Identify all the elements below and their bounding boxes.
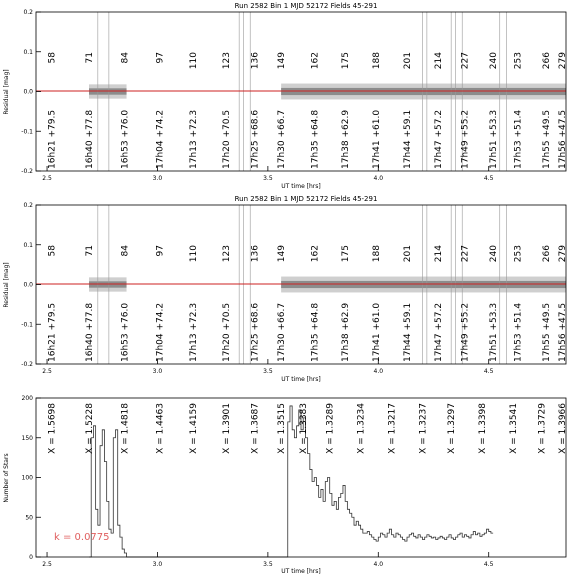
panel-1-xtick-label-4: 4.5 [483, 175, 494, 182]
panel-3-airmass-label-2: X = 1.4818 [120, 403, 131, 454]
panel-1-field-number-9: 175 [341, 52, 352, 70]
panel-1-time-label-13: 17h49 +55.2 [460, 109, 471, 169]
panel-2-time-label-16: 17h55 +49.5 [542, 302, 553, 362]
panel-3-xtick-label-4: 4.5 [483, 561, 494, 568]
panel-1-time-label-2: 16h53 +76.0 [120, 109, 131, 169]
panel-1-ytick-label-4: 0.2 [23, 9, 33, 16]
panel-2-field-number-16: 266 [542, 245, 553, 263]
panel-2-field-number-10: 188 [372, 245, 383, 263]
panel-1-field-number-17: 279 [558, 52, 568, 70]
panel-3 [3, 395, 568, 575]
panel-1-field-number-15: 253 [513, 52, 524, 70]
panel-1-field-number-7: 149 [277, 52, 288, 70]
panel-2-time-label-12: 17h47 +57.2 [433, 302, 444, 362]
panel-3-x-ticks [42, 552, 493, 568]
panel-2-field-number-17: 279 [558, 245, 568, 263]
panel-3-xtick-label-3: 4.0 [373, 561, 384, 568]
panel-2-field-number-2: 84 [120, 245, 131, 257]
panel-2-field-number-11: 201 [403, 245, 413, 263]
panel-1-time-label-5: 17h20 +70.5 [221, 109, 232, 169]
panel-1-field-number-14: 240 [489, 52, 500, 70]
panel-1-field-number-12: 214 [433, 52, 444, 70]
panel-2-time-label-11: 17h44 +59.1 [403, 302, 413, 362]
panel-1-field-number-16: 266 [542, 52, 553, 70]
panel-2-title: Run 2582 Bin 1 MJD 52172 Fields 45-291 [234, 195, 378, 203]
panel-2-ytick-label-0: -0.2 [21, 361, 33, 368]
panel-3-ytick-label-1: 50 [25, 514, 33, 522]
panel-1-title: Run 2582 Bin 1 MJD 52172 Fields 45-291 [234, 2, 378, 10]
panel-1-field-number-8: 162 [310, 52, 321, 70]
panel-1-time-label-1: 16h40 +77.8 [85, 109, 95, 169]
panel-1-time-label-9: 17h38 +62.9 [341, 109, 352, 169]
panel-2-time-label-17: 17h56 +47.5 [558, 302, 568, 362]
panel-1-xtick-label-0: 2.5 [42, 175, 52, 182]
panel-3-airmass-label-1: X = 1.5228 [85, 403, 95, 454]
panel-1-time-label-12: 17h47 +57.2 [433, 109, 444, 169]
panel-2-field-number-1: 71 [85, 245, 95, 257]
panel-2-time-label-5: 17h20 +70.5 [221, 302, 232, 362]
panel-2-field-number-7: 149 [277, 245, 288, 263]
panel-2-field-number-15: 253 [513, 245, 524, 263]
panel-1-y-ticks [21, 9, 41, 175]
panel-3-airmass-label-17: X = 1.3966 [558, 403, 568, 454]
panel-2-time-label-15: 17h53 +51.4 [513, 302, 524, 362]
panel-1-field-number-0: 58 [47, 52, 58, 64]
panel-1-field-number-6: 136 [250, 52, 261, 70]
panel-2-xtick-label-2: 3.5 [263, 368, 273, 375]
panel-1-time-label-3: 17h04 +74.2 [155, 109, 166, 169]
panel-2-xtick-label-1: 3.0 [152, 368, 163, 375]
panel-2-xtick-label-0: 2.5 [42, 368, 52, 375]
panel-3-airmass-label-15: X = 1.3541 [509, 403, 519, 454]
panel-3-airmass-label-11: X = 1.3217 [387, 403, 398, 454]
panel-1 [3, 2, 568, 190]
panel-2-field-number-9: 175 [341, 245, 352, 263]
panel-3-airmass-label-13: X = 1.3297 [447, 403, 458, 454]
panel-1-time-label-4: 17h13 +72.3 [188, 109, 199, 169]
panel-3-ytick-label-4: 200 [21, 395, 33, 402]
panel-1-ylabel: Residual [mag] [3, 69, 10, 115]
panel-2-field-number-8: 162 [310, 245, 321, 263]
panel-3-histogram [89, 406, 493, 557]
panel-2-time-label-2: 16h53 +76.0 [120, 302, 131, 362]
panel-3-y-ticks [22, 395, 41, 561]
panel-1-field-number-13: 227 [460, 52, 471, 70]
panel-1-time-label-11: 17h44 +59.1 [403, 109, 413, 169]
panel-1-ytick-label-0: -0.2 [21, 168, 33, 175]
panel-2-ytick-label-1: -0.1 [21, 321, 33, 329]
panel-3-airmass-label-8: X = 1.3383 [299, 403, 310, 454]
panel-2-time-label-9: 17h38 +62.9 [341, 302, 352, 362]
panel-3-airmass-label-3: X = 1.4463 [155, 403, 166, 454]
panel-2-ytick-label-4: 0.2 [23, 202, 33, 209]
panel-1-xtick-label-2: 3.5 [263, 175, 273, 182]
panel-2-field-number-13: 227 [460, 245, 471, 263]
panel-2-x-ticks [42, 359, 493, 375]
panel-1-ytick-label-3: 0.1 [23, 48, 33, 56]
panel-1-xtick-label-3: 4.0 [373, 175, 384, 182]
panel-2-field-number-5: 123 [221, 245, 232, 263]
panel-1-field-labels [47, 52, 568, 169]
panel-3-xtick-label-0: 2.5 [42, 561, 52, 568]
panel-1-time-label-6: 17h25 +68.6 [250, 109, 261, 169]
panel-2-time-label-6: 17h25 +68.6 [250, 302, 261, 362]
panel-2-time-label-1: 16h40 +77.8 [85, 302, 95, 362]
panel-3-airmass-label-14: X = 1.3398 [478, 403, 489, 454]
panel-3-airmass-label-6: X = 1.3687 [250, 403, 261, 454]
panel-2-xtick-label-4: 4.5 [483, 368, 494, 375]
panel-3-airmass-label-4: X = 1.4159 [188, 403, 199, 454]
panel-2-ytick-label-3: 0.1 [23, 241, 33, 249]
panel-2-field-number-14: 240 [489, 245, 500, 263]
panel-1-time-label-17: 17h56 +47.5 [558, 109, 568, 169]
panel-1-time-label-14: 17h51 +53.3 [489, 109, 500, 169]
panel-3-xtick-label-1: 3.0 [152, 561, 163, 568]
panel-2-time-label-10: 17h41 +61.0 [372, 302, 383, 362]
panel-2-field-number-3: 97 [155, 245, 166, 257]
panel-3-ytick-label-0: 0 [29, 554, 33, 561]
panel-3-ylabel: Number of Stars [3, 453, 10, 503]
panel-3-airmass-label-5: X = 1.3901 [221, 403, 232, 454]
panel-3-airmass-label-10: X = 1.3234 [356, 403, 367, 454]
panel-1-time-label-10: 17h41 +61.0 [372, 109, 383, 169]
panel-2-time-label-7: 17h30 +66.7 [277, 302, 288, 362]
panel-3-xtick-label-2: 3.5 [263, 561, 273, 568]
panel-3-airmass-label-7: X = 1.3515 [277, 403, 288, 454]
panel-1-xlabel: UT time [hrs] [281, 183, 321, 190]
panel-1-time-label-8: 17h35 +64.8 [310, 109, 321, 169]
panel-2-field-labels [47, 245, 568, 362]
panel-1-xtick-label-1: 3.0 [152, 175, 163, 182]
panel-2-field-number-4: 110 [188, 245, 199, 263]
panel-2-xtick-label-3: 4.0 [373, 368, 384, 375]
panel-2-xlabel: UT time [hrs] [281, 376, 321, 383]
panel-2 [3, 195, 568, 383]
panel-3-ytick-label-2: 100 [21, 474, 33, 482]
panel-1-time-label-0: 16h21 +79.5 [47, 109, 58, 169]
panel-3-airmass-label-0: X = 1.5698 [47, 403, 58, 454]
panel-2-time-label-4: 17h13 +72.3 [188, 302, 199, 362]
panel-1-field-number-11: 201 [403, 52, 413, 70]
panel-3-ytick-label-3: 150 [21, 434, 33, 442]
panel-3-airmass-labels [47, 403, 568, 454]
panel-2-field-number-0: 58 [47, 245, 58, 257]
panel-1-field-number-10: 188 [372, 52, 383, 70]
panel-3-airmass-label-16: X = 1.3729 [537, 403, 548, 454]
panel-3-airmass-label-12: X = 1.3237 [418, 403, 429, 454]
panel-2-field-number-6: 136 [250, 245, 261, 263]
panel-3-xlabel: UT time [hrs] [281, 568, 321, 575]
panel-3-airmass-label-9: X = 1.3289 [325, 403, 336, 454]
panel-1-ytick-label-2: 0.0 [23, 88, 33, 96]
panel-1-x-ticks [42, 166, 493, 182]
panel-1-time-label-16: 17h55 +49.5 [542, 109, 553, 169]
panel-1-field-number-1: 71 [85, 52, 95, 64]
panel-2-time-label-14: 17h51 +53.3 [489, 302, 500, 362]
panel-1-field-number-3: 97 [155, 52, 166, 64]
panel-2-field-number-12: 214 [433, 245, 444, 263]
panel-2-time-label-8: 17h35 +64.8 [310, 302, 321, 362]
panel-2-ytick-label-2: 0.0 [23, 281, 33, 289]
panel-1-field-number-2: 84 [120, 52, 131, 64]
panel-1-ytick-label-1: -0.1 [21, 128, 33, 136]
panel-1-field-number-5: 123 [221, 52, 232, 70]
panel-2-ylabel: Residual [mag] [3, 262, 10, 308]
panel-1-time-label-15: 17h53 +51.4 [513, 109, 524, 169]
panel-2-time-label-0: 16h21 +79.5 [47, 302, 58, 362]
panel-1-time-label-7: 17h30 +66.7 [277, 109, 288, 169]
panel-3-k-annotation: k = 0.0775 [54, 532, 110, 543]
panel-1-field-number-4: 110 [188, 52, 199, 70]
panel-2-time-label-13: 17h49 +55.2 [460, 302, 471, 362]
panel-2-y-ticks [21, 202, 41, 368]
panel-2-time-label-3: 17h04 +74.2 [155, 302, 166, 362]
